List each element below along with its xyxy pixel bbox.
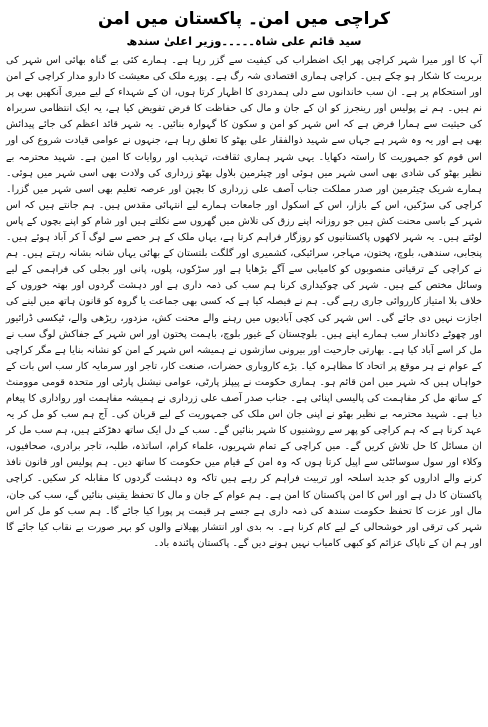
article-body: آپ کا اور میرا شہر کراچی پھر ایک اضطراب کی کیفیت سے گزر رہا ہے۔ ہمارے کئی بے گناہ بھائی اس شہر کی بربریت کا شکار ہو چکے ہیں۔ کراچی ہماری اقتصادی شہ رگ ہے۔ پورے ملک کی معیشت کا دارو مدار کراچی کے امن اور استحکام پر ہے۔ ان سب خاندانوں سے دلی ہمدردی کا اظہار کرتا ہوں، ان کے شہداء کے لیے میری آنکھیں بھی پر نم ہیں۔ ہم نے پولیس اور رینجرز کو ان کے جان و مال کی حفاظت کا فرض تفویض کیا ہے، یہ ایک انتظامی سربراہ کی حیثیت سے ہمارا فرض ہے کہ اس شہر کو امن و سکون کا گہوارہ بنائیں۔ یہ شہر قائد اعظم کی جائے پیدائش بھی ہے اور یہ وہ شہر ہے جہاں سے شہید ذوالفقار علی بھٹو کا تعلق رہا ہے، جنہوں نے عوامی قیادت شروع کی اور اس قوم کو جمہوریت کا راستہ دکھایا۔ یہی شہر ہماری ثقافت، تہذیب اور روایات کا امین ہے۔ شہید محترمہ بے نظیر بھٹو کی شادی بھی اسی شہر میں ہوئی اور چیئرمین بلاول بھٹو زرداری کی ولادت بھی اسی شہر میں ہوئی۔ ہمارے شریک چیئرمین اور صدر مملکت جناب آصف علی زرداری کا بچپن اور عرصہ تعلیم بھی اسی شہر میں گزرا۔ کراچی کی سڑکیں، اس کے بازار، اس کے اسکول اور جامعات ہمارے لیے انتہائی مقدس ہیں۔ ہم جانتے ہیں کہ اس شہر کے باسی محنت کش ہیں جو روزانہ اپنے رزق کی تلاش میں گھروں سے نکلتے ہیں اور شام کو اپنے بچوں کے پاس لوٹتے ہیں۔ یہ شہر لاکھوں پاکستانیوں کو روزگار فراہم کرتا ہے، یہاں ملک کے ہر حصے سے لوگ آ کر آباد ہوئے ہیں۔ پنجابی، سندھی، بلوچ، پختون، مہاجر، سرائیکی، کشمیری اور گلگت بلتستان کے بھائی یہاں شانہ بشانہ رہتے ہیں۔ ہم نے کراچی کے ترقیاتی منصوبوں کو کامیابی سے آگے بڑھایا ہے اور سڑکوں، پلوں، پانی اور بجلی کی فراہمی کے لیے وسائل مختص کیے ہیں۔ شہر کی چوکیداری کرنا ہم سب کی ذمہ داری ہے اور دہشت گردوں اور بھتہ خوروں کے خلاف بلا امتیاز کارروائی جاری رہے گی۔ ہم نے فیصلہ کیا ہے کہ کسی بھی جماعت یا گروہ کو قانون ہاتھ میں لینے کی اجازت نہیں دی جائے گی۔ اس شہر کی کچی آبادیوں میں رہنے والے محنت کش، مزدور، ریڑھی والے، ٹیکسی ڈرائیور اور چھوٹے دکاندار سب ہمارے اپنے ہیں۔ بلوچستان کے غیور بلوچ، باہمت پختون اور اس شہر کے جفاکش لوگ سب نے مل کر اسے آباد کیا ہے۔ بھارتی جارحیت اور بیرونی سازشوں نے ہمیشہ اس شہر کے امن کو نشانہ بنایا ہے مگر کراچی کے عوام نے ہر موقع پر اتحاد کا مظاہرہ کیا۔ بڑے کاروباری حضرات، صنعت کار، تاجر اور سرمایہ کار سب اس بات کے خواہاں ہیں کہ شہر میں امن قائم ہو۔ ہماری حکومت نے پیپلز پارٹی، عوامی نیشنل پارٹی اور متحدہ قومی موومنٹ کے ساتھ مل کر مفاہمت کی پالیسی اپنائی ہے۔ جناب صدر آصف علی زرداری نے ہمیشہ مفاہمت اور رواداری کا پیغام دیا ہے۔ شہید محترمہ بے نظیر بھٹو نے اپنی جان اس ملک کی جمہوریت کے لیے قربان کی۔ آج ہم سب کو مل کر یہ عہد کرنا ہے کہ ہم کراچی کو پھر سے روشنیوں کا شہر بنائیں گے۔ سب کے دل ایک ساتھ دھڑکتے ہیں، ہم سب مل کر ان مسائل کا حل تلاش کریں گے۔ میں کراچی کے تمام شہریوں، علماء کرام، اساتذہ، طلبہ، تاجر برادری، صحافیوں، وکلاء اور سول سوسائٹی سے اپیل کرتا ہوں کہ وہ امن کے قیام میں حکومت کا ساتھ دیں۔ ہم پولیس اور قانون نافذ کرنے والے اداروں کو جدید اسلحہ اور تربیت فراہم کر رہے ہیں تاکہ وہ دہشت گردوں کا مقابلہ کر سکیں۔ کراچی پاکستان کا دل ہے اور اس کا امن پاکستان کا امن ہے۔ ہم عوام کے جان و مال کا تحفظ یقینی بنائیں گے، سب کی جان، مال اور عزت کا تحفظ حکومت سندھ کی ذمہ داری ہے جسے ہر قیمت پر پورا کیا جائے گا۔ ہم سب کو مل کر اس شہر کی ترقی اور خوشحالی کے لیے کام کرنا ہے۔ بہ بدی اور انتشار پھیلانے والوں کو بہر صورت بے نقاب کیا جائے گا اور ہم ان کے ناپاک عزائم کو کبھی کامیاب نہیں ہونے دیں گے۔ پاکستان پائندہ باد۔ (6, 55, 482, 549)
article-byline: سید قائم علی شاہ۔۔۔۔۔وزیر اعلیٰ سندھ (126, 34, 362, 48)
article-headline: کراچی میں امن۔ پاکستان میں امن (98, 9, 390, 29)
